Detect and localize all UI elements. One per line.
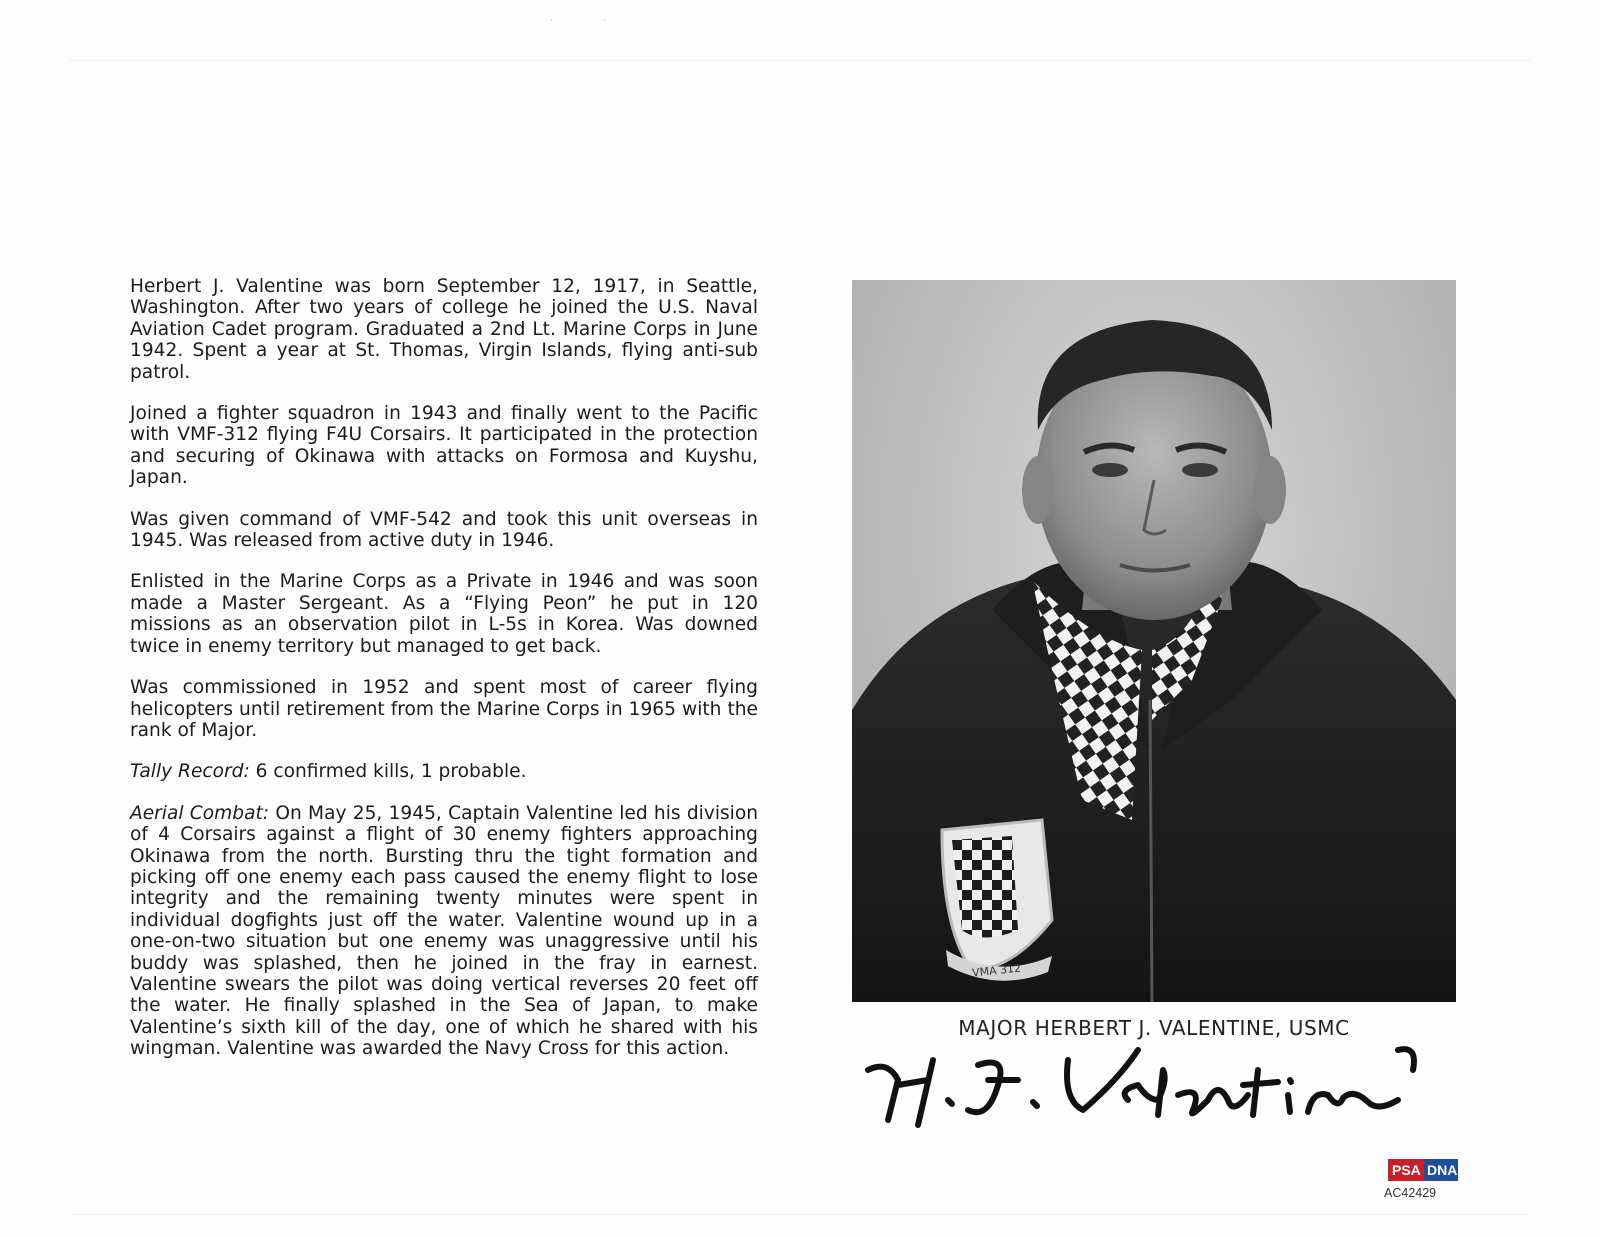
biography-text (130, 276, 758, 1080)
squadron-patch-text: VMA 312 (971, 961, 1022, 980)
autograph-signature (858, 1040, 1458, 1140)
photo-caption: MAJOR HERBERT J. VALENTINE, USMC (958, 1016, 1350, 1040)
bio-paragraph-korea: Enlisted in the Marine Corps as a Private in 1946 and was soon made a Master Sergeant. As a “Flying Peon” he put in 120 missions as an observation pilot in L-5s in Korea. Was downed twice in enemy territory but managed to get back. (130, 571, 758, 657)
left-eye (1092, 463, 1128, 477)
portrait-photo (852, 280, 1456, 1002)
jacket-shape (852, 570, 1456, 1002)
bottom-divider (70, 1214, 1530, 1215)
aerial-combat (130, 803, 758, 1060)
tally-record-label: Tally Record: (130, 761, 250, 783)
dna-logo-text: DNA (1427, 1162, 1458, 1178)
bio-paragraph-early-life: Herbert J. Valentine was born September 12, 1917, in Seattle, Washington. After two years of college he joined the U.S. Naval Aviation Cadet program. Graduated a 2nd Lt. Marine Corps in June 1942. Spent a year at St. Thomas, Virgin Islands, flying anti-sub patrol. (130, 276, 758, 383)
paper-specks: · · (550, 16, 630, 25)
aerial-combat-label: Aerial Combat: (130, 802, 270, 824)
jacket-zipper (1150, 700, 1152, 1002)
bio-paragraph-command: Was given command of VMF-542 and took this unit overseas in 1945. Was released from active duty in 1946. (130, 508, 758, 552)
left-ear (1022, 456, 1054, 524)
psa-logo-text: PSA (1392, 1162, 1421, 1178)
portrait-illustration (852, 280, 1456, 1002)
psa-dna-logo (1388, 1159, 1458, 1181)
right-ear (1254, 456, 1286, 524)
tally-record (130, 761, 758, 782)
bio-paragraph-squadron: Joined a fighter squadron in 1943 and finally went to the Pacific with VMF-312 flying F4U Corsairs. It participated in the protection and securing of Okinawa with attacks on Formosa and Kuyshu, Japan. (130, 403, 758, 489)
tally-record-text: 6 confirmed kills, 1 probable. (249, 761, 527, 783)
right-eye (1182, 463, 1218, 477)
certificate-number: AC42429 (1384, 1186, 1437, 1200)
aerial-combat-text: On May 25, 1945, Captain Valentine led his division of 4 Corsairs against a flight of 30 enemy fighters approaching Okinawa from the north. Bursting thru the tight formation and picking off one enemy each pass caused the enemy flight to lose integrity and the remaining twenty minutes were spent in individual dogfights just off the water. Valentine wound up in a one-on-two situation but one enemy was unaggressive until his buddy was splashed, then he joined in the fray in earnest. Valentine swears the pilot was doing vertical reverses 20 feet off the water. He finally splashed in the Sea of Japan, to make Valentine’s sixth kill of the day, one of which he shared with his wingman. Valentine was awarded the Navy Cross for this action. (130, 802, 759, 1060)
top-divider (70, 60, 1530, 61)
bio-paragraph-retirement: Was commissioned in 1952 and spent most of career flying helicopters until retirement from the Marine Corps in 1965 with the rank of Major. (130, 677, 758, 741)
